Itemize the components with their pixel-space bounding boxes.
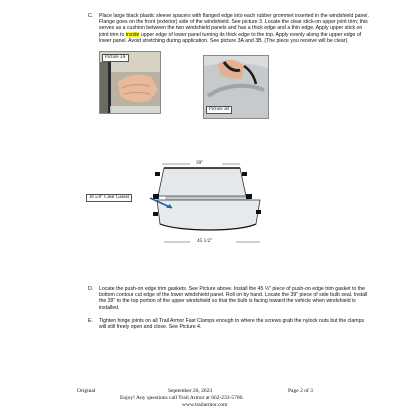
step-d-text: Locate the push-on edge trim gaskets. See Picture above. Install the 45 ½" piece of push-on edge trim gasket to the bottom contour cut edge of the lower windshield panel. Roll on by hand. Locate the 39" piece of side bulb seal. Install the 39" to the top portion of the upper windshield so that the bulb is facing toward the vehicle when windshield is installed. xyxy=(99,286,368,311)
picture-3a-caption: Picture 3A xyxy=(102,54,129,62)
step-e xyxy=(88,318,373,332)
picture-3b-caption: Picture 3B xyxy=(206,106,232,114)
step-c-text xyxy=(99,13,371,44)
gasket-label: 38 5/8" Clear Gasket xyxy=(86,194,132,202)
footer-website: www.trailarmor.com xyxy=(182,402,228,408)
step-e-letter: E. xyxy=(88,318,93,324)
footer-center: September 26, 2023 xyxy=(168,388,213,394)
picture-3a-photo xyxy=(99,51,161,114)
footer-right: Page 2 of 3 xyxy=(288,388,313,394)
footer-contact-line: Enjoy! Any questions call Trail Armor at 662-233-5700. xyxy=(120,395,244,401)
bottom-dimension-label: 45 1/2" xyxy=(197,238,213,244)
footer-left: Original xyxy=(77,388,96,394)
step-c-letter: C. xyxy=(88,13,94,19)
picture-3b-photo xyxy=(203,55,269,119)
step-e-text: Tighten hinge joints on all Trail Armor Fast Clamps enough to where the screws grab the nylock nuts but the clamps will still freely open and close. See Picture 4. xyxy=(99,318,365,331)
windshield-diagram xyxy=(60,150,300,250)
step-c-text-before: Place large black plastic sleeve spacers with flanged edge into each rubber grommet inserted in the windshield panel. Flange goes on the front (exterior) side of the windshield. See picture 3. Locate the clear stick-on upper joint trim; this serves as a cushion between the two windshield panels and has a thick edge and a thin edge. Apply upper stick on joint trim to xyxy=(99,13,369,38)
highlighted-word: inside xyxy=(125,31,140,38)
step-c-text-after: upper edge of lower panel turning its thick edge to the top. Apply evenly along the upper edge of lower panel. Avoid stretching during application. See picture 3A and 3B. (The piece you receive will be clear). xyxy=(99,31,362,44)
top-dimension-label: 39" xyxy=(196,160,204,166)
step-d-letter: D. xyxy=(88,286,94,292)
step-d xyxy=(88,286,373,318)
step-c xyxy=(88,13,373,49)
